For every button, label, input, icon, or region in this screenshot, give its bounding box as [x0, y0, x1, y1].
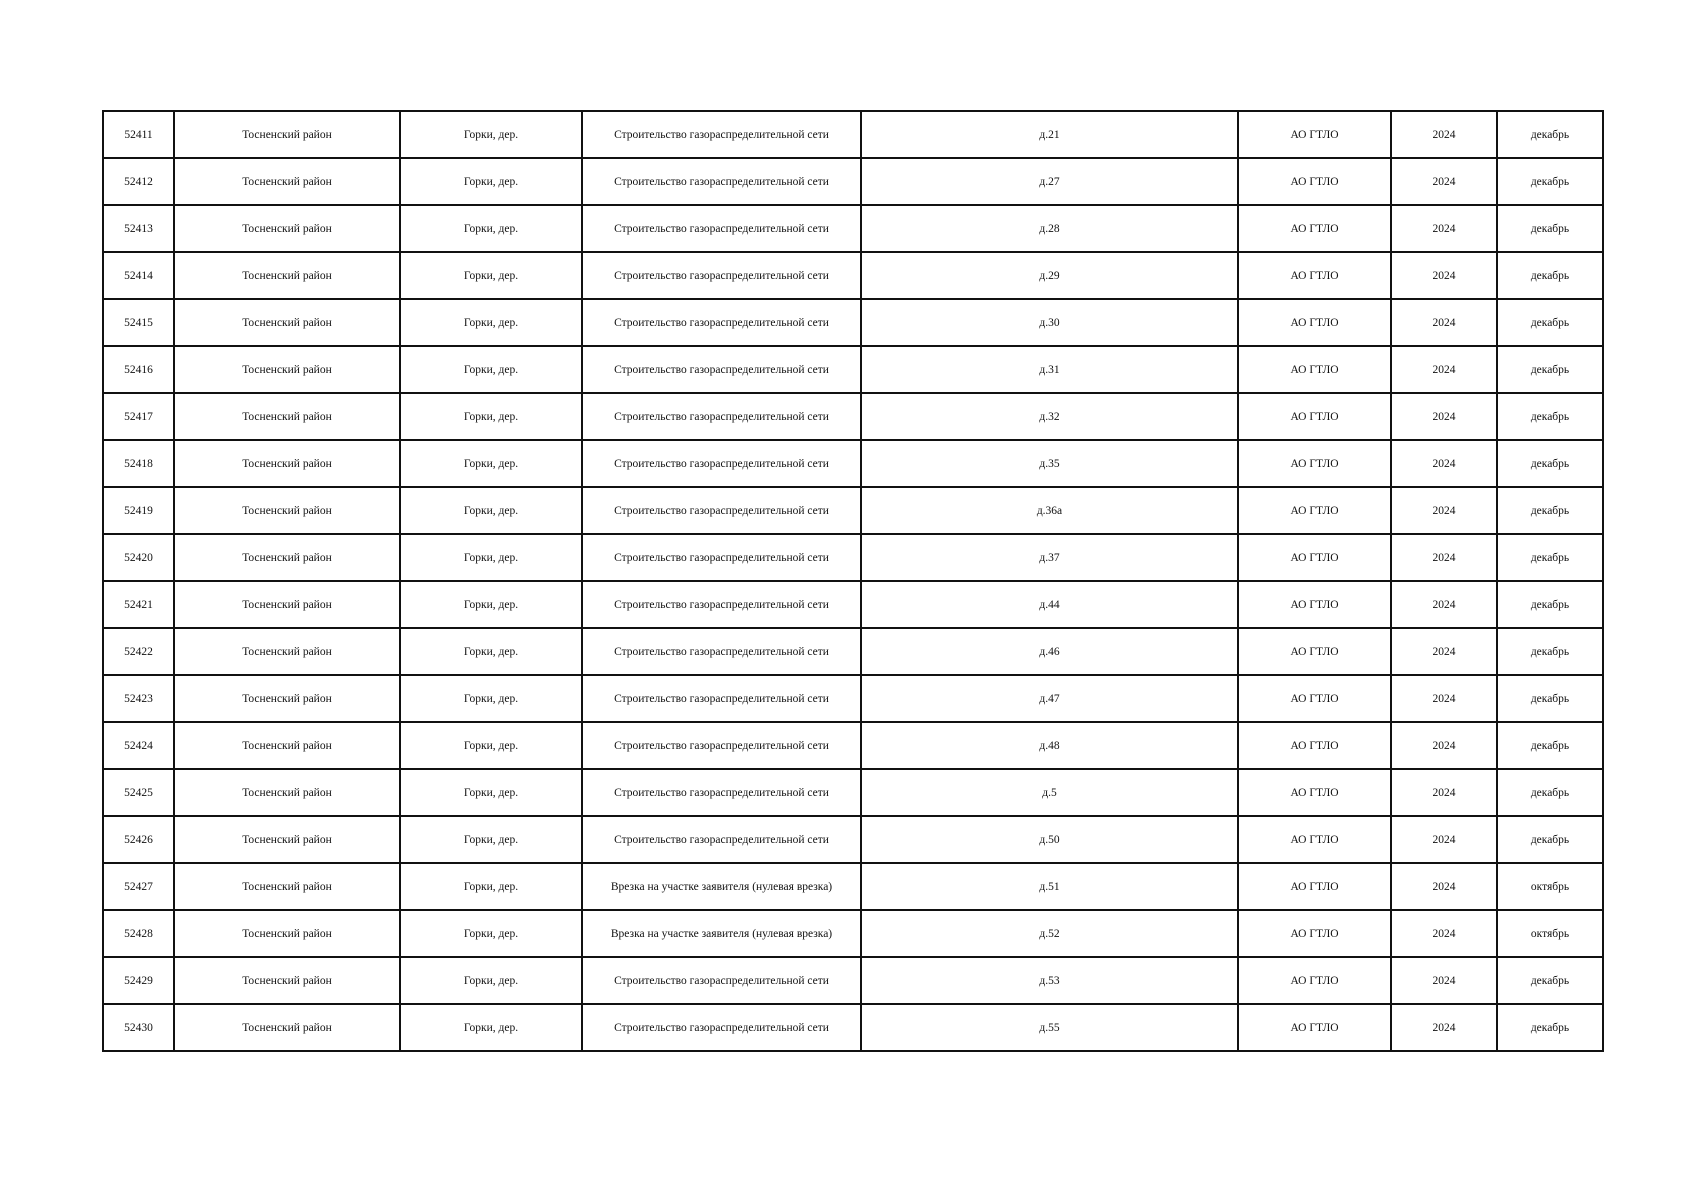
- locality-cell: Горки, дер.: [400, 863, 582, 910]
- organization-cell: АО ГТЛО: [1238, 910, 1391, 957]
- locality-cell: Горки, дер.: [400, 158, 582, 205]
- record-id-cell: 52417: [103, 393, 174, 440]
- organization-cell: АО ГТЛО: [1238, 393, 1391, 440]
- work-type-cell: Врезка на участке заявителя (нулевая врезка): [582, 910, 861, 957]
- locality-cell: Горки, дер.: [400, 1004, 582, 1051]
- house-number-cell: д.36а: [861, 487, 1238, 534]
- organization-cell: АО ГТЛО: [1238, 158, 1391, 205]
- district-cell: Тосненский район: [174, 158, 400, 205]
- house-number-cell: д.53: [861, 957, 1238, 1004]
- table-row: [103, 205, 1603, 252]
- table-row: [103, 393, 1603, 440]
- month-cell: декабрь: [1497, 769, 1603, 816]
- organization-cell: АО ГТЛО: [1238, 722, 1391, 769]
- month-cell: декабрь: [1497, 675, 1603, 722]
- record-id-cell: 52415: [103, 299, 174, 346]
- table-row: [103, 675, 1603, 722]
- district-cell: Тосненский район: [174, 111, 400, 158]
- record-id-cell: 52425: [103, 769, 174, 816]
- house-number-cell: д.27: [861, 158, 1238, 205]
- record-id-cell: 52423: [103, 675, 174, 722]
- organization-cell: АО ГТЛО: [1238, 487, 1391, 534]
- district-cell: Тосненский район: [174, 957, 400, 1004]
- table-row: [103, 534, 1603, 581]
- district-cell: Тосненский район: [174, 816, 400, 863]
- work-type-cell: Строительство газораспределительной сети: [582, 205, 861, 252]
- year-cell: 2024: [1391, 111, 1497, 158]
- month-cell: декабрь: [1497, 111, 1603, 158]
- organization-cell: АО ГТЛО: [1238, 769, 1391, 816]
- table-row: [103, 440, 1603, 487]
- locality-cell: Горки, дер.: [400, 205, 582, 252]
- month-cell: декабрь: [1497, 252, 1603, 299]
- district-cell: Тосненский район: [174, 910, 400, 957]
- district-cell: Тосненский район: [174, 581, 400, 628]
- record-id-cell: 52412: [103, 158, 174, 205]
- organization-cell: АО ГТЛО: [1238, 863, 1391, 910]
- table-row: [103, 957, 1603, 1004]
- work-type-cell: Строительство газораспределительной сети: [582, 346, 861, 393]
- table-row: [103, 487, 1603, 534]
- house-number-cell: д.28: [861, 205, 1238, 252]
- year-cell: 2024: [1391, 252, 1497, 299]
- month-cell: декабрь: [1497, 299, 1603, 346]
- organization-cell: АО ГТЛО: [1238, 1004, 1391, 1051]
- work-type-cell: Строительство газораспределительной сети: [582, 534, 861, 581]
- record-id-cell: 52411: [103, 111, 174, 158]
- locality-cell: Горки, дер.: [400, 628, 582, 675]
- year-cell: 2024: [1391, 346, 1497, 393]
- district-cell: Тосненский район: [174, 1004, 400, 1051]
- locality-cell: Горки, дер.: [400, 252, 582, 299]
- locality-cell: Горки, дер.: [400, 487, 582, 534]
- table-row: [103, 863, 1603, 910]
- year-cell: 2024: [1391, 1004, 1497, 1051]
- work-type-cell: Строительство газораспределительной сети: [582, 769, 861, 816]
- district-cell: Тосненский район: [174, 299, 400, 346]
- work-type-cell: Строительство газораспределительной сети: [582, 816, 861, 863]
- month-cell: декабрь: [1497, 628, 1603, 675]
- month-cell: декабрь: [1497, 487, 1603, 534]
- district-cell: Тосненский район: [174, 675, 400, 722]
- organization-cell: АО ГТЛО: [1238, 816, 1391, 863]
- year-cell: 2024: [1391, 581, 1497, 628]
- year-cell: 2024: [1391, 863, 1497, 910]
- table-row: [103, 252, 1603, 299]
- record-id-cell: 52420: [103, 534, 174, 581]
- house-number-cell: д.31: [861, 346, 1238, 393]
- month-cell: декабрь: [1497, 346, 1603, 393]
- year-cell: 2024: [1391, 205, 1497, 252]
- locality-cell: Горки, дер.: [400, 957, 582, 1004]
- organization-cell: АО ГТЛО: [1238, 534, 1391, 581]
- house-number-cell: д.44: [861, 581, 1238, 628]
- record-id-cell: 52414: [103, 252, 174, 299]
- record-id-cell: 52416: [103, 346, 174, 393]
- record-id-cell: 52429: [103, 957, 174, 1004]
- house-number-cell: д.35: [861, 440, 1238, 487]
- district-cell: Тосненский район: [174, 534, 400, 581]
- record-id-cell: 52426: [103, 816, 174, 863]
- month-cell: декабрь: [1497, 393, 1603, 440]
- district-cell: Тосненский район: [174, 393, 400, 440]
- table-row: [103, 1004, 1603, 1051]
- locality-cell: Горки, дер.: [400, 111, 582, 158]
- month-cell: октябрь: [1497, 863, 1603, 910]
- month-cell: декабрь: [1497, 205, 1603, 252]
- locality-cell: Горки, дер.: [400, 534, 582, 581]
- record-id-cell: 52413: [103, 205, 174, 252]
- month-cell: декабрь: [1497, 1004, 1603, 1051]
- district-cell: Тосненский район: [174, 252, 400, 299]
- district-cell: Тосненский район: [174, 628, 400, 675]
- year-cell: 2024: [1391, 534, 1497, 581]
- month-cell: декабрь: [1497, 534, 1603, 581]
- district-cell: Тосненский район: [174, 346, 400, 393]
- house-number-cell: д.5: [861, 769, 1238, 816]
- organization-cell: АО ГТЛО: [1238, 252, 1391, 299]
- organization-cell: АО ГТЛО: [1238, 628, 1391, 675]
- locality-cell: Горки, дер.: [400, 769, 582, 816]
- record-id-cell: 52430: [103, 1004, 174, 1051]
- month-cell: декабрь: [1497, 581, 1603, 628]
- year-cell: 2024: [1391, 816, 1497, 863]
- work-type-cell: Строительство газораспределительной сети: [582, 111, 861, 158]
- organization-cell: АО ГТЛО: [1238, 299, 1391, 346]
- locality-cell: Горки, дер.: [400, 722, 582, 769]
- table-body: [103, 111, 1603, 1051]
- house-number-cell: д.46: [861, 628, 1238, 675]
- district-cell: Тосненский район: [174, 722, 400, 769]
- month-cell: декабрь: [1497, 722, 1603, 769]
- organization-cell: АО ГТЛО: [1238, 440, 1391, 487]
- year-cell: 2024: [1391, 299, 1497, 346]
- data-table: [102, 110, 1604, 1052]
- work-type-cell: Врезка на участке заявителя (нулевая врезка): [582, 863, 861, 910]
- organization-cell: АО ГТЛО: [1238, 205, 1391, 252]
- month-cell: декабрь: [1497, 158, 1603, 205]
- record-id-cell: 52428: [103, 910, 174, 957]
- house-number-cell: д.55: [861, 1004, 1238, 1051]
- house-number-cell: д.52: [861, 910, 1238, 957]
- locality-cell: Горки, дер.: [400, 440, 582, 487]
- house-number-cell: д.48: [861, 722, 1238, 769]
- record-id-cell: 52422: [103, 628, 174, 675]
- record-id-cell: 52419: [103, 487, 174, 534]
- year-cell: 2024: [1391, 628, 1497, 675]
- work-type-cell: Строительство газораспределительной сети: [582, 581, 861, 628]
- locality-cell: Горки, дер.: [400, 299, 582, 346]
- district-cell: Тосненский район: [174, 863, 400, 910]
- house-number-cell: д.37: [861, 534, 1238, 581]
- work-type-cell: Строительство газораспределительной сети: [582, 722, 861, 769]
- year-cell: 2024: [1391, 722, 1497, 769]
- organization-cell: АО ГТЛО: [1238, 675, 1391, 722]
- work-type-cell: Строительство газораспределительной сети: [582, 158, 861, 205]
- table-row: [103, 581, 1603, 628]
- work-type-cell: Строительство газораспределительной сети: [582, 675, 861, 722]
- work-type-cell: Строительство газораспределительной сети: [582, 487, 861, 534]
- record-id-cell: 52418: [103, 440, 174, 487]
- year-cell: 2024: [1391, 957, 1497, 1004]
- organization-cell: АО ГТЛО: [1238, 581, 1391, 628]
- month-cell: октябрь: [1497, 910, 1603, 957]
- work-type-cell: Строительство газораспределительной сети: [582, 440, 861, 487]
- document-page: [102, 110, 1602, 1052]
- table-row: [103, 299, 1603, 346]
- locality-cell: Горки, дер.: [400, 675, 582, 722]
- district-cell: Тосненский район: [174, 205, 400, 252]
- work-type-cell: Строительство газораспределительной сети: [582, 393, 861, 440]
- locality-cell: Горки, дер.: [400, 581, 582, 628]
- district-cell: Тосненский район: [174, 487, 400, 534]
- organization-cell: АО ГТЛО: [1238, 111, 1391, 158]
- work-type-cell: Строительство газораспределительной сети: [582, 299, 861, 346]
- organization-cell: АО ГТЛО: [1238, 957, 1391, 1004]
- house-number-cell: д.29: [861, 252, 1238, 299]
- month-cell: декабрь: [1497, 957, 1603, 1004]
- work-type-cell: Строительство газораспределительной сети: [582, 628, 861, 675]
- year-cell: 2024: [1391, 675, 1497, 722]
- year-cell: 2024: [1391, 910, 1497, 957]
- district-cell: Тосненский район: [174, 769, 400, 816]
- work-type-cell: Строительство газораспределительной сети: [582, 957, 861, 1004]
- house-number-cell: д.51: [861, 863, 1238, 910]
- table-row: [103, 910, 1603, 957]
- record-id-cell: 52421: [103, 581, 174, 628]
- house-number-cell: д.47: [861, 675, 1238, 722]
- house-number-cell: д.21: [861, 111, 1238, 158]
- month-cell: декабрь: [1497, 440, 1603, 487]
- locality-cell: Горки, дер.: [400, 816, 582, 863]
- year-cell: 2024: [1391, 769, 1497, 816]
- year-cell: 2024: [1391, 158, 1497, 205]
- work-type-cell: Строительство газораспределительной сети: [582, 252, 861, 299]
- table-row: [103, 346, 1603, 393]
- year-cell: 2024: [1391, 487, 1497, 534]
- record-id-cell: 52427: [103, 863, 174, 910]
- table-row: [103, 628, 1603, 675]
- locality-cell: Горки, дер.: [400, 346, 582, 393]
- locality-cell: Горки, дер.: [400, 910, 582, 957]
- year-cell: 2024: [1391, 393, 1497, 440]
- record-id-cell: 52424: [103, 722, 174, 769]
- house-number-cell: д.32: [861, 393, 1238, 440]
- table-row: [103, 816, 1603, 863]
- month-cell: декабрь: [1497, 816, 1603, 863]
- year-cell: 2024: [1391, 440, 1497, 487]
- table-row: [103, 158, 1603, 205]
- house-number-cell: д.30: [861, 299, 1238, 346]
- table-row: [103, 722, 1603, 769]
- district-cell: Тосненский район: [174, 440, 400, 487]
- table-row: [103, 769, 1603, 816]
- work-type-cell: Строительство газораспределительной сети: [582, 1004, 861, 1051]
- house-number-cell: д.50: [861, 816, 1238, 863]
- table-row: [103, 111, 1603, 158]
- organization-cell: АО ГТЛО: [1238, 346, 1391, 393]
- locality-cell: Горки, дер.: [400, 393, 582, 440]
